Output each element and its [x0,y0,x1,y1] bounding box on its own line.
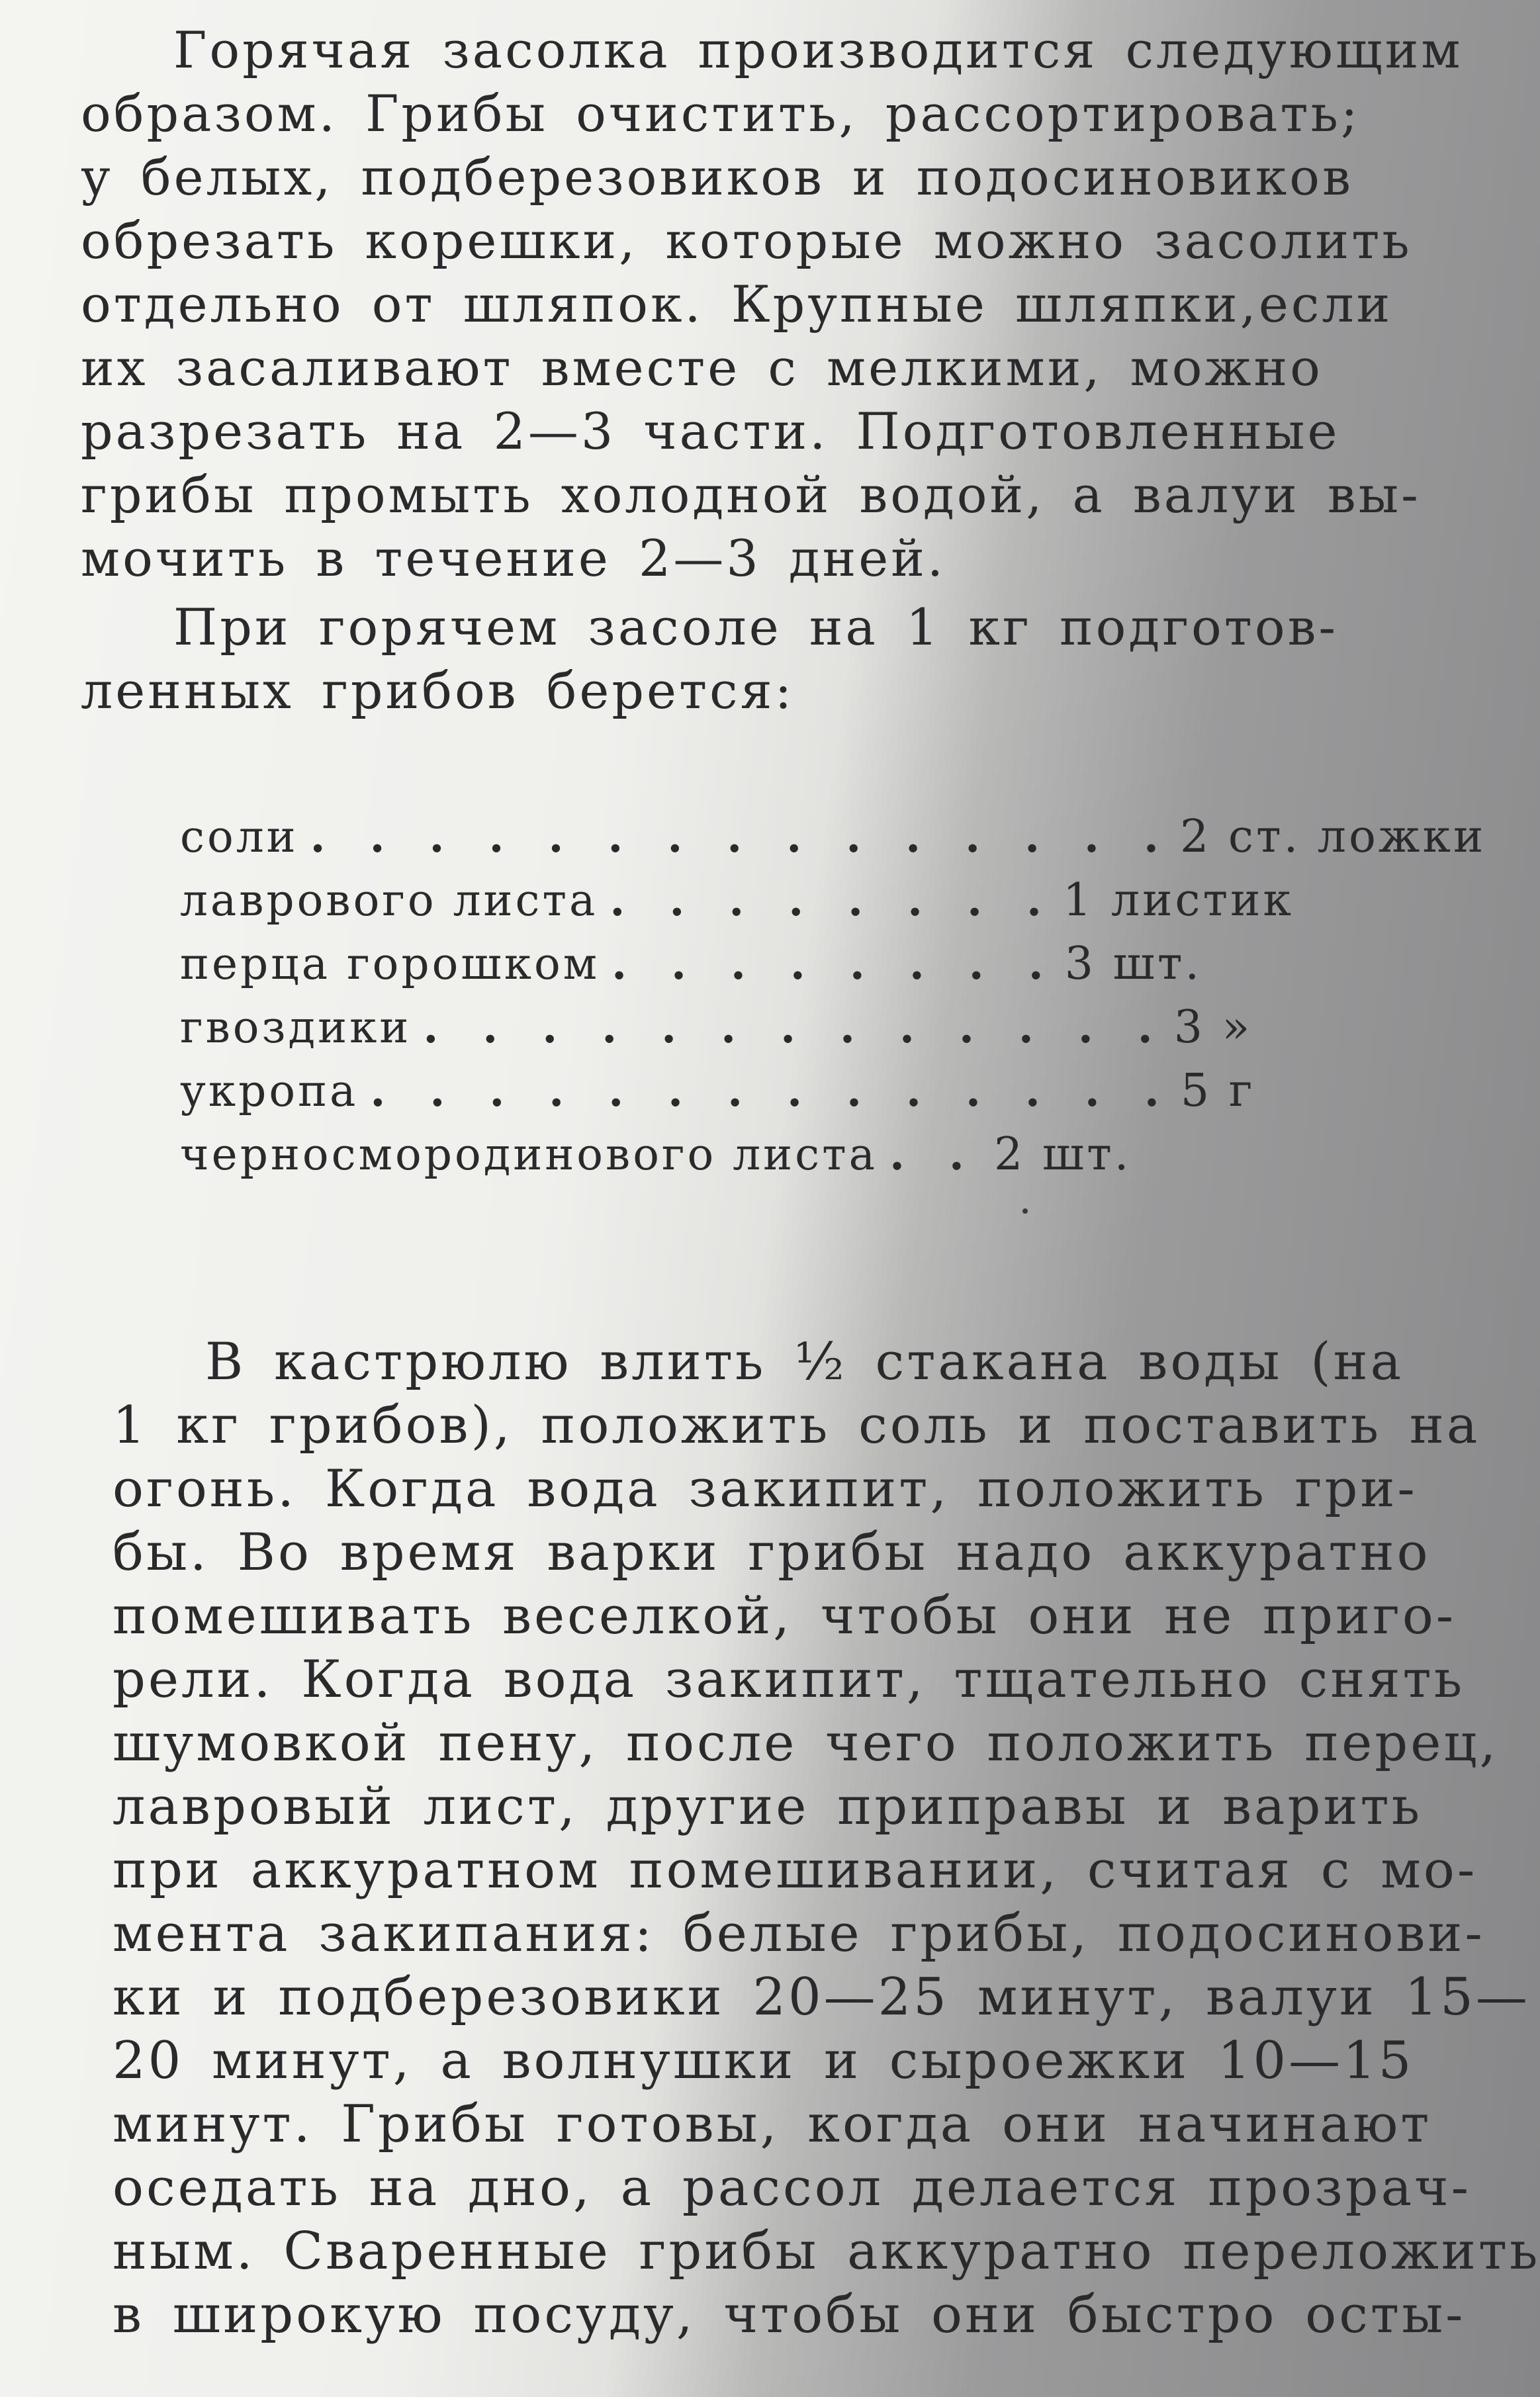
text-line: грибы промыть холодной водой, а валуи вы- [81,465,1421,524]
paragraph-hot-salting-intro [81,19,1463,590]
ingredient-quantity: 2 шт. [994,1128,1132,1181]
ink-speck [1022,1208,1028,1214]
ingredient-name: черносмородинового листа [180,1129,878,1180]
text-line: их засаливают вместе с мелкими, можно [81,338,1323,397]
ingredient-quantity: 2 ст. ложки [1179,811,1486,863]
ingredient-name: лаврового листа [180,875,598,926]
ingredient-row [180,1128,1338,1192]
leader-dots: . . . . . . . . [611,938,1058,989]
ingredient-list [180,811,1486,1192]
leader-dots: . . . . . . . . . . . . . . . [310,811,1173,862]
ingredient-row [180,811,1486,874]
ingredient-row [180,1001,1338,1065]
text-line: бы. Во время варки грибы надо аккуратно [113,1523,1431,1582]
text-line: лавровый лист, другие приправы и варить [113,1777,1423,1836]
text-line: оседать на дно, а рассол делается прозрач- [113,2158,1472,2218]
ingredient-quantity: 1 листик [1063,874,1294,927]
ingredient-quantity: 5 г [1180,1065,1255,1117]
text-line: В кастрюлю влить ½ стакана воды (на [205,1332,1404,1392]
text-line: 20 минут, а волнушки и сыроежки 10—15 [113,2031,1414,2091]
text-line: огонь. Когда вода закипит, положить гри- [113,1459,1418,1519]
leader-dots: . . . . . . . . . . . . . [423,1001,1167,1053]
text-line: ки и подберезовики 20—25 минут, валуи 15— [113,1967,1530,2027]
text-line: мента закипания: белые грибы, подосинови- [113,1904,1485,1964]
text-line: мочить в течение 2—3 дней. [81,529,946,588]
ingredient-row [180,1065,1338,1128]
paragraph-ingredients-intro [81,596,1411,723]
text-line: Горячая засолка производится следующим [173,21,1463,79]
text-line: рели. Когда вода закипит, тщательно снять [113,1650,1465,1709]
paragraph-cooking-instructions [113,1330,1540,2347]
text-line: обрезать корешки, которые можно засолить [81,211,1412,270]
ingredient-name: гвоздики [180,1002,412,1053]
text-line: ленных грибов берется: [81,661,795,720]
ingredient-quantity: 3 шт. [1064,938,1202,990]
text-line: 1 кг грибов), положить соль и поставить на [113,1396,1480,1455]
ingredient-row [180,938,1338,1001]
text-line: При горячем засоле на 1 кг подготов- [173,598,1339,656]
text-line: у белых, подберезовиков и подосиновиков [81,148,1353,206]
text-line: отдельно от шляпок. Крупные шляпки,если [81,275,1393,334]
text-line: разрезать на 2—3 части. Подготовленные [81,402,1340,461]
ingredient-quantity: 3 » [1173,1001,1253,1054]
text-line: образом. Грибы очистить, рассортировать; [81,84,1361,143]
leader-dots: . . [889,1128,979,1180]
text-line: в широкую посуду, чтобы они быстро осты- [113,2285,1466,2345]
text-line: помешивать веселкой, чтобы они не приго- [113,1586,1457,1646]
text-line: ным. Сваренные грибы аккуратно переложить [113,2222,1540,2281]
leader-dots: . . . . . . . . [610,874,1057,926]
text-line: минут. Грибы готовы, когда они начинают [113,2095,1432,2154]
ingredient-row [180,874,1338,938]
leader-dots: . . . . . . . . . . . . . . [370,1065,1174,1116]
ingredient-name: укропа [180,1065,359,1116]
text-line: шумовкой пену, после чего положить перец, [113,1713,1499,1773]
text-line: при аккуратном помешивании, считая с мо- [113,1840,1478,1900]
ingredient-name: соли [180,811,298,862]
ingredient-name: перца горошком [180,938,600,989]
